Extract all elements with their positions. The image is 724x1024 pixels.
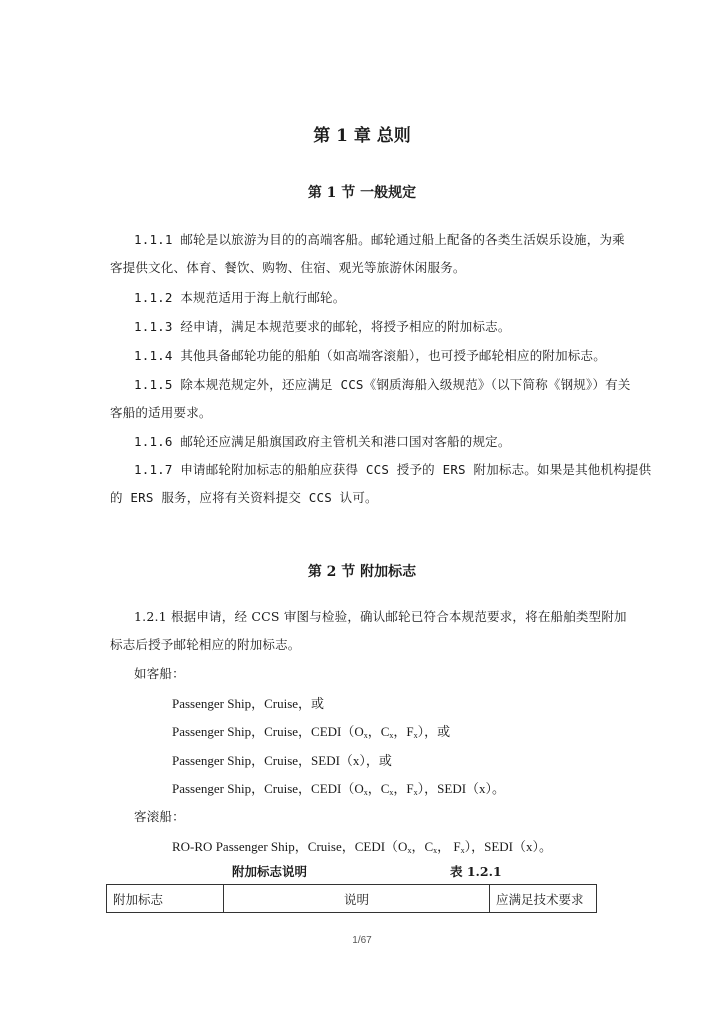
paragraph-1-1-1-line2: 客提供文化、体育、餐饮、购物、住宿、观光等旅游休闲服务。	[110, 260, 466, 275]
notation-3: Passenger Ship，Cruise，SEDI（x），或	[172, 753, 392, 768]
paragraph-1-1-5-line2: 客船的适用要求。	[110, 405, 212, 420]
notation-table	[106, 884, 597, 913]
header-description: 说明	[224, 885, 490, 913]
paragraph-1-1-3: 1.1.3 经申请，满足本规范要求的邮轮，将授予相应的附加标志。	[134, 319, 511, 334]
header-notation: 附加标志	[107, 885, 224, 913]
paragraph-1-2-1-line1: 1.2.1 根据申请，经 CCS 审图与检验，确认邮轮已符合本规范要求，将在船舶类型附加	[134, 609, 627, 624]
notation-2: Passenger Ship，Cruise，$CEDI(O_x$，$C_x$，$F_x$），或	[172, 724, 451, 740]
page-number: 1/67	[352, 935, 372, 946]
roro-notation: RO-RO Passenger Ship，Cruise，$CEDI(O_x$，$C_x$， $F_x$），SEDI（x）。	[172, 839, 552, 855]
paragraph-1-1-5-line1: 1.1.5 除本规范规定外，还应满足 CCS《钢质海船入级规范》（以下简称《钢规》）有关	[134, 377, 631, 392]
paragraph-1-1-2: 1.1.2 本规范适用于海上航行邮轮。	[134, 290, 346, 305]
section-2-title: 第 2 节 附加标志	[307, 564, 417, 580]
table-caption-title: 附加标志说明	[232, 864, 308, 879]
roro-label: 客滚船：	[134, 809, 185, 824]
paragraph-1-1-4: 1.1.4 其他具备邮轮功能的船舶（如高端客滚船），也可授予邮轮相应的附加标志。	[134, 348, 606, 363]
passenger-ship-label: 如客船：	[134, 666, 185, 681]
paragraph-1-2-1-line2: 标志后授予邮轮相应的附加标志。	[110, 637, 301, 652]
notation-1: Passenger Ship，Cruise，或	[172, 696, 325, 711]
section-1-title: 第 1 节 一般规定	[307, 185, 417, 201]
chapter-title: 第 1 章 总则	[313, 126, 411, 146]
header-requirements: 应满足技术要求	[490, 885, 597, 913]
paragraph-1-1-7-line1: 1.1.7 申请邮轮附加标志的船舶应获得 CCS 授予的 ERS 附加标志。如果是其他机构提供	[134, 462, 652, 477]
paragraph-1-1-6: 1.1.6 邮轮还应满足船旗国政府主管机关和港口国对客船的规定。	[134, 434, 511, 449]
paragraph-1-1-1-line1: 1.1.1 邮轮是以旅游为目的的高端客船。邮轮通过船上配备的各类生活娱乐设施，为乘	[134, 232, 625, 247]
table-caption-number: 表 1.2.1	[450, 864, 502, 879]
notation-4: Passenger Ship，Cruise，$CEDI(O_x$，$C_x$，$F_x$），SEDI（x）。	[172, 781, 506, 797]
table-header-row	[107, 885, 597, 913]
paragraph-1-1-7-line2: 的 ERS 服务，应将有关资料提交 CCS 认可。	[110, 490, 378, 505]
